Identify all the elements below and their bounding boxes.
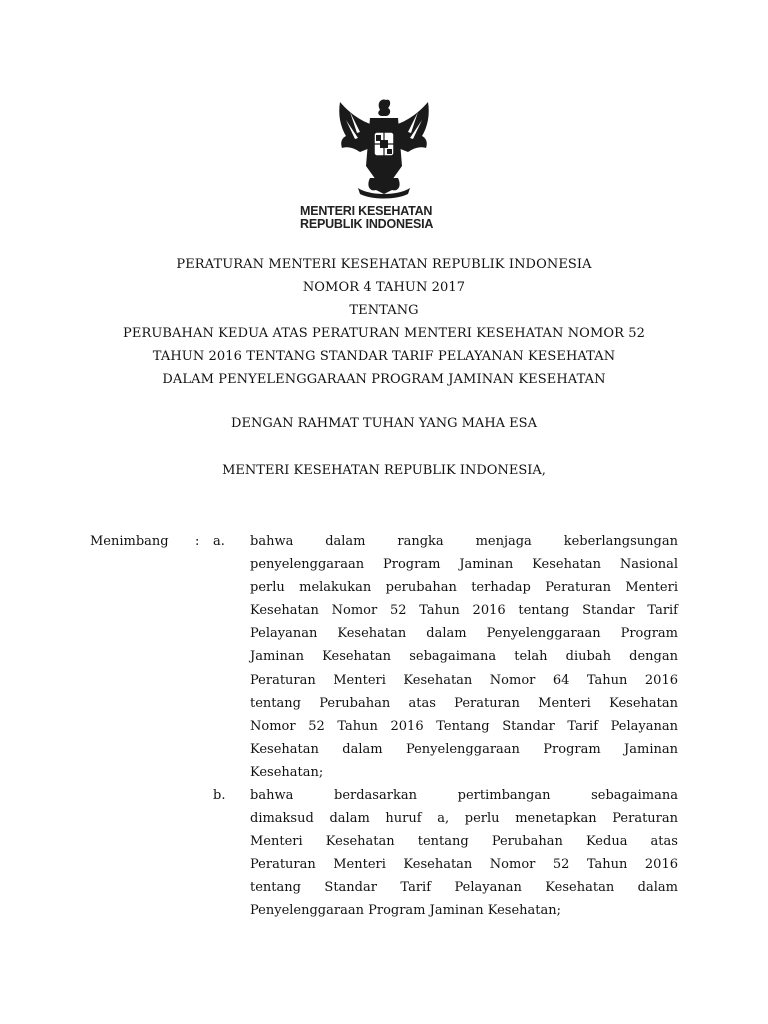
rahmat-line: DENGAN RAHMAT TUHAN YANG MAHA ESA: [231, 416, 537, 431]
item-letter-b: b.: [213, 788, 226, 803]
item-line: [250, 830, 678, 853]
item-line: [250, 784, 678, 807]
title-line: PERATURAN MENTERI KESEHATAN REPUBLIK INDONESIA: [176, 257, 592, 272]
word: bahwa: [250, 788, 294, 803]
item-line: Penyelenggaraan Program Jaminan Kesehatan;: [250, 903, 561, 919]
item-line: Kesehatan;: [250, 764, 324, 780]
word: Standar: [324, 880, 377, 896]
item-line: Kesehatan dalam Penyelenggaraan Program Jaminan: [250, 741, 678, 757]
word: Perubahan: [491, 834, 563, 850]
office-name-line1: MENTERI KESEHATAN: [300, 204, 433, 218]
word: tentang: [250, 880, 301, 896]
word: Kedua: [585, 834, 628, 850]
office-name-line2: REPUBLIK INDONESIA: [300, 217, 434, 231]
word: keberlangsungan: [563, 534, 678, 549]
office-name: [300, 205, 470, 231]
item-line: Peraturan Menteri Kesehatan Nomor 52 Tahun 2016: [250, 857, 678, 873]
considering-colon: :: [195, 534, 200, 549]
title-line: TENTANG: [349, 303, 419, 318]
item-line: [250, 530, 678, 553]
word: dalam: [325, 534, 366, 549]
title-line: NOMOR 4 TAHUN 2017: [302, 280, 466, 295]
item-line: Kesehatan Nomor 52 Tahun 2016 tentang Standar Tarif: [250, 603, 678, 619]
word: Tarif: [400, 880, 432, 896]
title-line: DALAM PENYELENGGARAAN PROGRAM JAMINAN KESEHATAN: [162, 372, 606, 387]
item-letter-a: a.: [213, 534, 225, 549]
item-line: penyelenggaraan Program Jaminan Kesehatan Nasional: [250, 557, 678, 573]
garuda-emblem-icon: [330, 96, 438, 200]
item-line: [250, 876, 678, 899]
considering-item-a: [250, 530, 678, 784]
word: sebagaimana: [591, 788, 678, 803]
item-line: Nomor 52 Tahun 2016 Tentang Standar Tarif Pelayanan: [250, 718, 678, 734]
word: atas: [650, 834, 678, 850]
item-line: dimaksud dalam huruf a, perlu menetapkan Peraturan: [250, 811, 678, 827]
item-line: tentang Perubahan atas Peraturan Menteri Kesehatan: [250, 695, 678, 711]
considering-label: Menimbang: [90, 534, 169, 549]
word: berdasarkan: [334, 788, 417, 803]
word: tentang: [417, 834, 469, 850]
title-line: TAHUN 2016 TENTANG STANDAR TARIF PELAYANAN KESEHATAN: [152, 349, 616, 364]
word: rangka: [397, 534, 444, 549]
regulation-title: [60, 253, 708, 391]
item-line: perlu melakukan perubahan terhadap Peraturan Menteri: [250, 580, 678, 596]
word: bahwa: [250, 534, 294, 549]
word: menjaga: [475, 534, 532, 549]
word: dalam: [637, 880, 678, 896]
minister-line: MENTERI KESEHATAN REPUBLIK INDONESIA,: [222, 463, 546, 478]
word: Kesehatan: [545, 880, 615, 896]
item-line: Jaminan Kesehatan sebagaimana telah diubah dengan: [250, 649, 678, 665]
item-line: Pelayanan Kesehatan dalam Penyelenggaraan Program: [250, 626, 678, 642]
title-line: PERUBAHAN KEDUA ATAS PERATURAN MENTERI KESEHATAN NOMOR 52: [123, 326, 645, 341]
word: Menteri: [250, 834, 303, 850]
word: Kesehatan: [325, 834, 395, 850]
considering-item-b: [250, 784, 678, 923]
item-line: Peraturan Menteri Kesehatan Nomor 64 Tahun 2016: [250, 672, 678, 688]
word: Pelayanan: [454, 880, 522, 896]
word: pertimbangan: [457, 788, 551, 803]
